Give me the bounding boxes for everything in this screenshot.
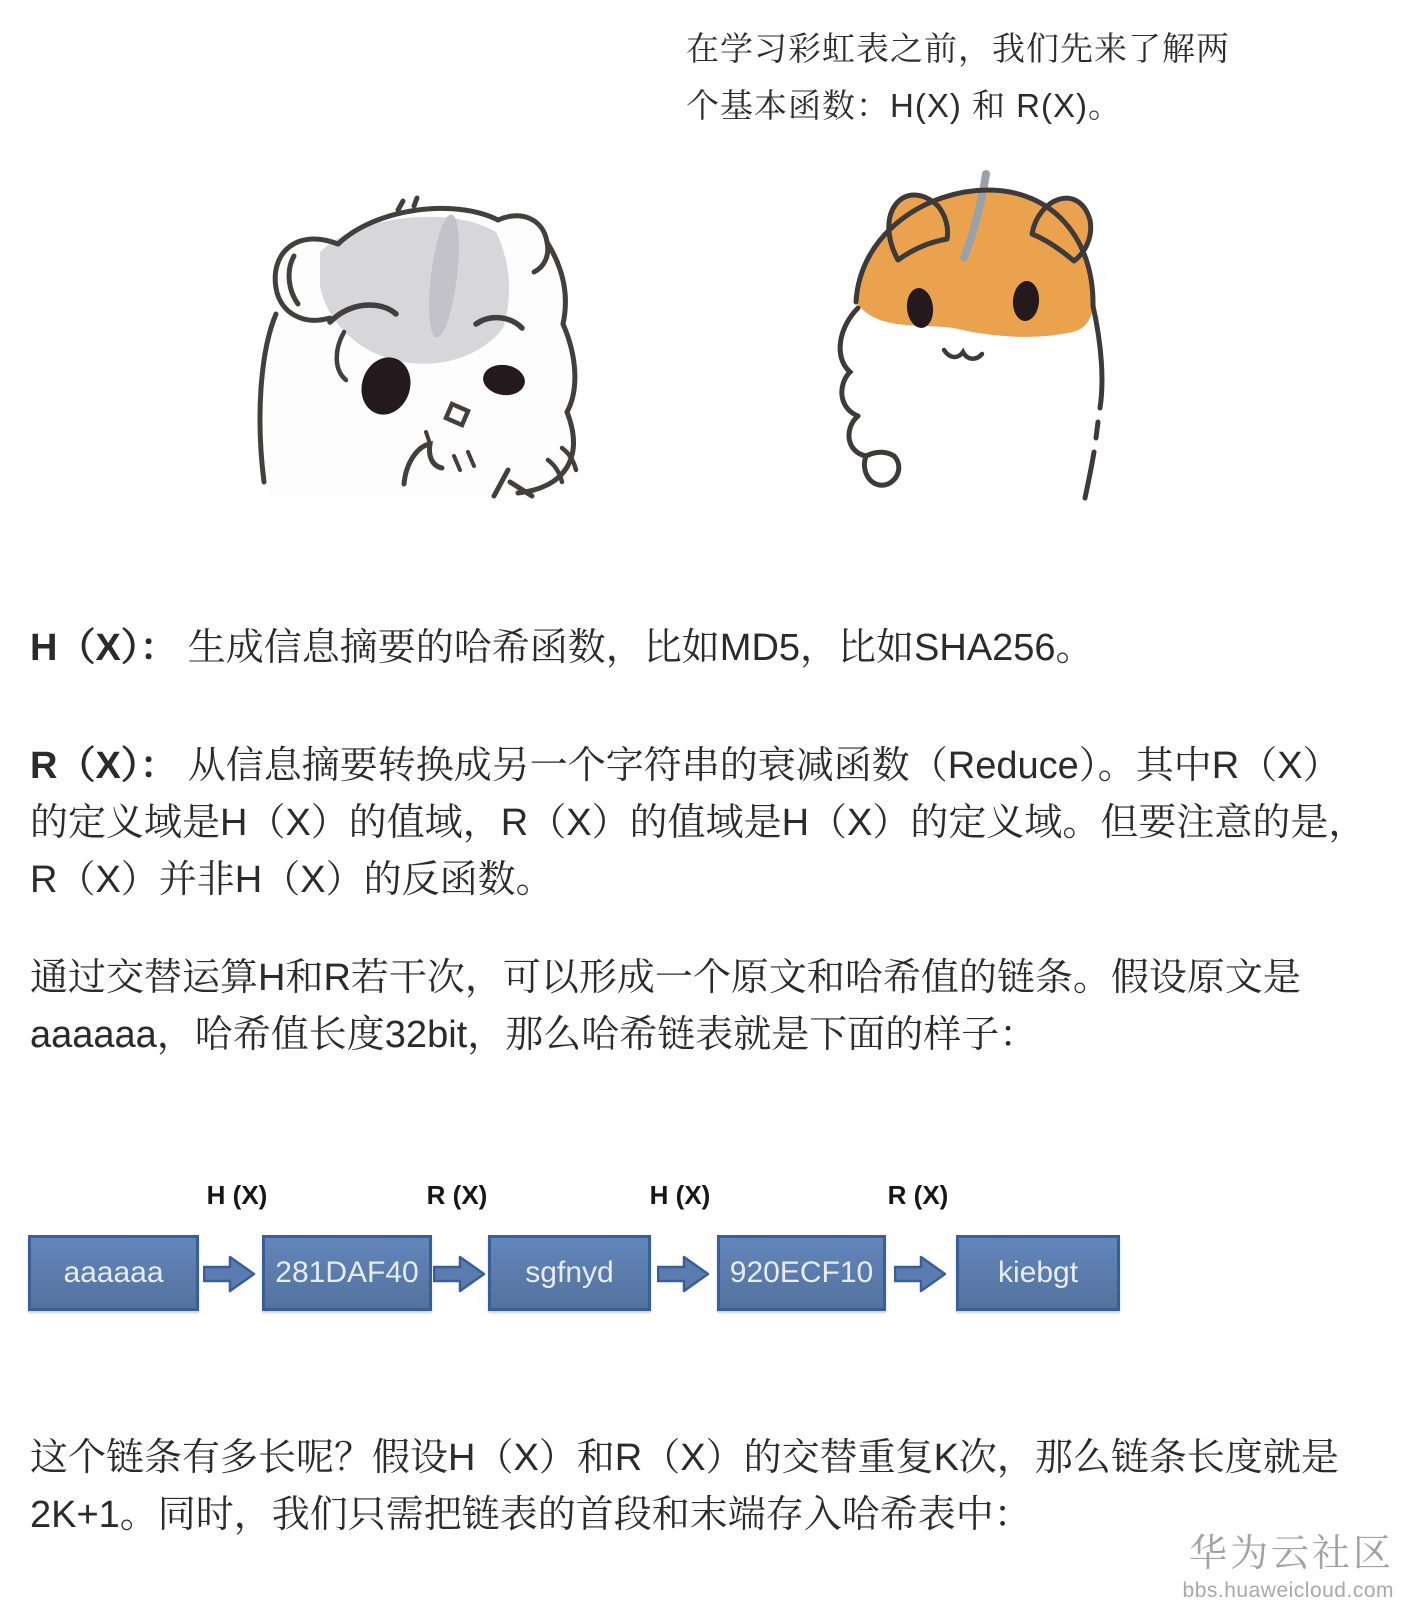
paragraph-rx-line2: 的定义域是H（X）的值域，R（X）的值域是H（X）的定义域。但要注意的是， xyxy=(30,802,1367,844)
paragraph-hx-lead: H（X）： xyxy=(30,627,178,669)
chain-step-label: H (X) xyxy=(206,1180,268,1210)
right-arrow-icon xyxy=(657,1254,711,1294)
paragraph-hx-text: 生成信息摘要的哈希函数，比如MD5，比如SHA256。 xyxy=(187,627,1094,669)
watermark-url: bbs.huaweicloud.com xyxy=(1182,1579,1394,1602)
hash-chain-diagram xyxy=(0,1150,1422,1325)
worried-gray-hamster-image xyxy=(246,194,581,509)
chain-step-label: H (X) xyxy=(649,1180,711,1210)
watermark xyxy=(1183,1522,1394,1603)
paragraph-chain-length-line2: 2K+1。同时，我们只需把链表的首段和末端存入哈希表中： xyxy=(30,1494,1032,1536)
intro-caption-line2: 个基本函数：H(X) 和 R(X)。 xyxy=(686,87,1122,124)
paragraph-chain-intro-line1: 通过交替运算H和R若干次，可以形成一个原文和哈希值的链条。假设原文是 xyxy=(30,957,1301,999)
chain-node-reduced1: sgfnyd xyxy=(488,1235,651,1311)
paragraph-rx-line3: R（X）并非H（X）的反函数。 xyxy=(30,859,554,901)
paragraph-chain-length-line1: 这个链条有多长呢？假设H（X）和R（X）的交替重复K次，那么链条长度就是 xyxy=(30,1437,1339,1479)
paragraph-hx xyxy=(30,620,1094,677)
watermark-title: 华为云社区 xyxy=(1188,1533,1394,1575)
paragraph-rx-line1 xyxy=(30,738,1366,795)
paragraph-rx-lead: R（X）： xyxy=(30,745,178,787)
intro-caption-line1: 在学习彩虹表之前，我们先来了解两 xyxy=(686,30,1230,67)
chain-node-hash1: 281DAF40 xyxy=(262,1235,432,1311)
paragraph-chain-intro-line2: aaaaaa，哈希值长度32bit，那么哈希链表就是下面的样子： xyxy=(30,1014,1038,1056)
chain-node-plaintext: aaaaaa xyxy=(28,1235,199,1311)
paragraph-rx xyxy=(30,738,1366,909)
chain-node-reduced2: kiebgt xyxy=(956,1235,1120,1311)
chain-node-hash2: 920ECF10 xyxy=(717,1235,886,1311)
paragraph-chain-intro xyxy=(30,950,1301,1064)
paragraph-rx-line1-text: 从信息摘要转换成另一个字符串的衰减函数（Reduce）。其中R（X） xyxy=(187,745,1341,787)
chain-step-label: R (X) xyxy=(426,1180,488,1210)
chain-step-label: R (X) xyxy=(887,1180,949,1210)
right-arrow-icon xyxy=(894,1254,948,1294)
cheering-orange-hamster-image xyxy=(836,160,1136,508)
intro-caption xyxy=(686,20,1230,134)
right-arrow-icon xyxy=(433,1254,487,1294)
paragraph-chain-length xyxy=(30,1430,1339,1544)
right-arrow-icon xyxy=(203,1254,257,1294)
